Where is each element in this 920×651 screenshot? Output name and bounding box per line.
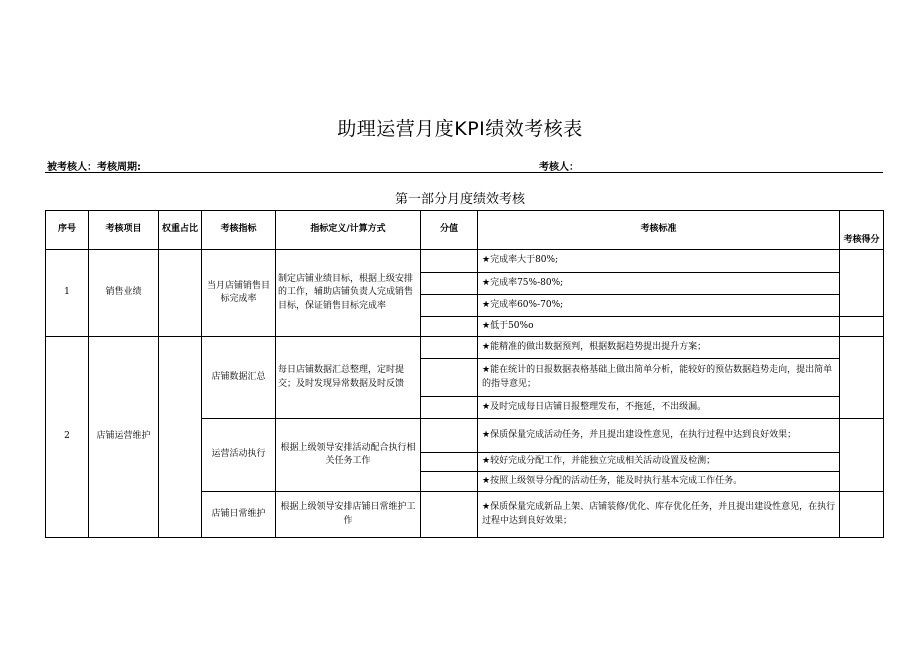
table-row xyxy=(46,337,884,359)
meta-line xyxy=(45,158,883,172)
header-indicator: 考核指标 xyxy=(202,211,276,250)
row1-standard-3: ★完成率60%-70%; xyxy=(478,295,840,317)
row2-indicator-a: 店铺数据汇总 xyxy=(202,337,276,419)
star-icon: ★ xyxy=(482,502,491,513)
row2-definition-c: 根据上级领导安排店铺日常维护工作 xyxy=(276,492,421,538)
star-icon: ★ xyxy=(482,320,491,331)
row2-item: 店铺运营维护 xyxy=(89,337,159,538)
header-standard: 考核标准 xyxy=(478,211,840,250)
star-icon: ★ xyxy=(482,277,491,288)
row1-seq: 1 xyxy=(46,250,89,337)
header-result: 考核得分 xyxy=(840,211,884,250)
header-score: 分值 xyxy=(421,211,478,250)
header-row xyxy=(46,211,884,250)
row2-standard-b3: ★按照上级领导分配的活动任务，能及时执行基本完成工作任务。 xyxy=(478,472,840,492)
section-title: 第一部分月度绩效考核 xyxy=(394,192,525,207)
star-icon: ★ xyxy=(482,299,491,310)
row2-standard-b1: ★保质保量完成活动任务，并且提出建设性意见，在执行过程中达到良好效果； xyxy=(478,419,840,453)
row1-result xyxy=(840,250,884,317)
row2-standard-b2: ★较好完成分配工作，并能独立完成相关活动设置及检测； xyxy=(478,453,840,472)
examiner-label: 考核人： xyxy=(539,162,579,173)
row2-definition-b: 根据上级领导安排活动配合执行相关任务工作 xyxy=(276,419,421,492)
star-icon: ★ xyxy=(482,255,491,266)
row2-indicator-b: 运营活动执行 xyxy=(202,419,276,492)
document-title: 助理运营月度KPI绩效考核表 xyxy=(337,118,583,140)
row2-definition-a: 每日店铺数据汇总整理，定时提交；及时发现异常数据及时反馈 xyxy=(276,337,421,419)
row2-result-c xyxy=(840,492,884,538)
row2-score-a3 xyxy=(421,397,478,419)
row1-standard-4: ★低于50%o xyxy=(478,317,840,337)
header-definition: 指标定义/计算方式 xyxy=(276,211,421,250)
row2-score-b2 xyxy=(421,453,478,472)
row2-score-b3 xyxy=(421,472,478,492)
row2-score-a1 xyxy=(421,337,478,359)
row2-indicator-c: 店铺日常维护 xyxy=(202,492,276,538)
row1-score-1 xyxy=(421,250,478,273)
row1-score-4 xyxy=(421,317,478,337)
row2-standard-a3: ★及时完成每日店铺日报整理发布，不拖延，不出级漏。 xyxy=(478,397,840,419)
row2-weight xyxy=(159,337,202,538)
row2-seq: 2 xyxy=(46,337,89,538)
star-icon: ★ xyxy=(482,475,491,486)
star-icon: ★ xyxy=(482,341,491,352)
header-weight: 权重占比 xyxy=(159,211,202,250)
header-seq: 序号 xyxy=(46,211,89,250)
row2-score-c1 xyxy=(421,492,478,538)
meta-divider xyxy=(45,172,883,173)
row1-definition: 制定店铺业绩目标，根据上级安排的工作，辅助店铺负责人完成销售目标，保证销售目标完成率 xyxy=(276,250,421,337)
row1-indicator: 当月店铺销售目标完成率 xyxy=(202,250,276,337)
row1-score-2 xyxy=(421,273,478,295)
row1-weight xyxy=(159,250,202,337)
star-icon: ★ xyxy=(482,429,491,440)
row2-result-a xyxy=(840,337,884,419)
row1-item: 销售业绩 xyxy=(89,250,159,337)
row1-score-3 xyxy=(421,295,478,317)
row2-score-a2 xyxy=(421,359,478,397)
row1-result-extra xyxy=(840,317,884,337)
table-row xyxy=(46,250,884,273)
row1-standard-2: ★完成率75%-80%; xyxy=(478,273,840,295)
row1-standard-1: ★完成率大于80%; xyxy=(478,250,840,273)
kpi-table xyxy=(45,210,884,538)
star-icon: ★ xyxy=(482,401,491,412)
star-icon: ★ xyxy=(482,365,491,376)
row2-result-b xyxy=(840,419,884,492)
row2-standard-c1: ★保质保量完成新品上架、店铺装修/优化、库存优化任务，并且提出建设性意见，在执行过程中达到良好效果； xyxy=(478,492,840,538)
row2-standard-a2: ★能在统计的日报数据表格基础上做出简单分析，能较好的预估数据趋势走向，提出简单的指导意见； xyxy=(478,359,840,397)
row2-standard-a1: ★能精准的做出数据预判，根据数据趋势提出提升方案； xyxy=(478,337,840,359)
header-item: 考核项目 xyxy=(89,211,159,250)
star-icon: ★ xyxy=(482,456,491,467)
row2-score-b1 xyxy=(421,419,478,453)
examinee-period-label: 被考核人：考核周期: xyxy=(47,162,141,173)
